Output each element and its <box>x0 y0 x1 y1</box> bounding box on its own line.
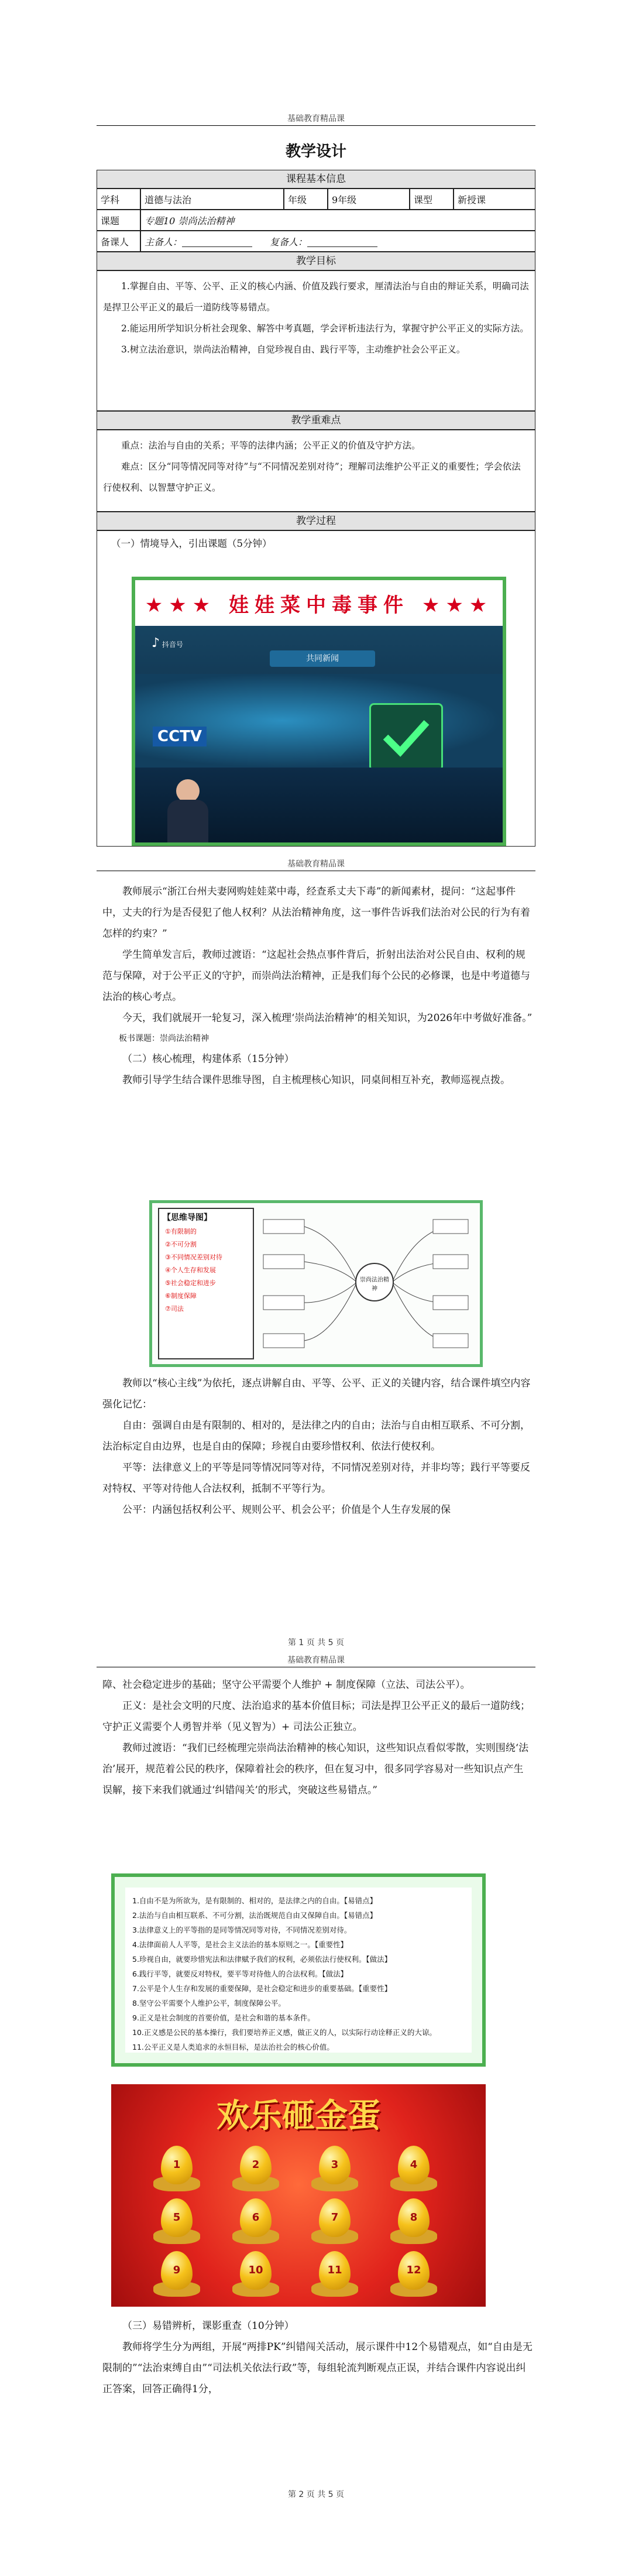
error-line: 11.公平正义是人类追求的永恒目标，是法治社会的核心价值。 <box>132 2043 334 2051</box>
page3-footer: 第 2 页 共 5 页 <box>287 2490 345 2499</box>
preparer-row <box>140 231 535 252</box>
para-review-intro: 今天，我们就展开一轮复习，深入梳理‘崇尚法治精神’的相关知识，为2026年中考做好准备。” <box>122 1012 533 1024</box>
error-line: 3.法律意义上的平等指的是同等情况同等对待，不同情况差别对待。 <box>132 1926 352 1934</box>
douyin-logo: ♪ 抖音号 <box>152 636 183 650</box>
topic-value: 专题10 崇尚法治精神 <box>140 210 535 231</box>
section-key-points: 教学重难点 <box>97 411 535 430</box>
para-freedom: 自由：强调自由是有限制的、相对的，是法律之内的自由；法治与自由相互联系、不可分割，法治标定自由边界，也是自由的保障；珍视自由要珍惜权利、依法行使权利。 <box>102 1420 530 1453</box>
goal-2: 2.能运用所学知识分析社会现象、解答中考真题，学会评析违法行为，掌握守护公平正义的实际方法。 <box>121 323 529 334</box>
mindmap-item: ④个人生存和发展 <box>165 1266 216 1274</box>
error-points-image <box>111 1873 486 2067</box>
egg-number: 7 <box>331 2211 339 2224</box>
para-error-transition: 教师过渡语：“我们已经梳理完崇尚法治精神的核心知识，这些知识点看似零散，实则围绕‘法治’展开，规范着公民的秩序，保障着社会的秩序，但在复习中，很多同学容易对一些知识点产生误解，接下来我们就通过‘纠错闯关’的形式，突破这些易错点。” <box>102 1742 529 1796</box>
news-video-image <box>132 577 506 846</box>
egg-number: 2 <box>252 2159 260 2171</box>
page2-footer: 第 1 页 共 5 页 <box>287 1638 345 1647</box>
error-line: 9.正义是社会制度的首要价值，是社会和谐的基本条件。 <box>132 2013 315 2022</box>
para-fairness-cont: 障、社会稳定进步的基础；坚守公平需要个人维护 + 制度保障（立法、司法公平）。 <box>102 1679 470 1691</box>
page-header: 基础教育精品课 <box>287 114 345 124</box>
grade-label: 年级 <box>284 189 328 210</box>
para-pk-activity: 教师将学生分为两组，开展“两排PK”纠错闯关活动，展示课件中12个易错观点，如“自由是无限制的”“法治束缚自由”“司法机关依法行政”等，每组轮流判断观点正误，并结合课件内容说出纠正答案，回答正确得1分， <box>102 2341 533 2395</box>
preparer-label: 备课人 <box>97 231 140 252</box>
header-rule <box>97 125 535 126</box>
mindmap-item: ②不可分割 <box>165 1241 197 1248</box>
mindmap-center: 崇尚法治精神 <box>360 1277 389 1292</box>
mindmap-item: ⑦司法 <box>165 1305 184 1313</box>
mindmap-item: ③不同情况差别对待 <box>165 1253 222 1261</box>
egg-number: 12 <box>406 2264 421 2276</box>
eggs-title: 欢乐砸金蛋 <box>217 2097 380 2135</box>
checkmark-icon <box>369 703 443 771</box>
para-fairness: 公平：内涵包括权利公平、规则公平、机会公平；价值是个人生存发展的保 <box>122 1504 451 1516</box>
mindmap-item: ⑤社会稳定和进步 <box>165 1279 216 1287</box>
egg-number: 4 <box>410 2159 418 2171</box>
error-line: 1.自由不是为所欲为，是有限制的、相对的，是法律之内的自由。【易错点】 <box>132 1896 377 1905</box>
chief-preparer-label: 主备人： <box>145 236 183 248</box>
document-title: 教学设计 <box>285 143 346 160</box>
error-points-list <box>125 1888 472 2053</box>
para-core-line: 教师以“核心主线”为依托，逐点讲解自由、平等、公平、正义的关键内容，结合课件填空内容强化记忆： <box>102 1378 531 1410</box>
egg-number: 8 <box>410 2211 418 2224</box>
page3-body-continued <box>102 2315 533 2400</box>
news-badge: 共同新闻 <box>270 650 375 667</box>
para-news-intro: 教师展示“浙江台州夫妻网购娃娃菜中毒，经查系丈夫下毒”的新闻素材，提问：“这起事件中，丈夫的行为是否侵犯了他人权利？从法治精神角度，这一事件告诉我们法治对公民的行为有着怎样的约束？” <box>102 886 530 940</box>
mindmap-title: 【思维导图】 <box>163 1213 212 1222</box>
para-mindmap-guide: 教师引导学生结合课件思维导图，自主梳理核心知识，同桌间相互补充，教师巡视点拨。 <box>122 1074 510 1086</box>
key-point-important: 重点：法治与自由的关系；平等的法律内涵；公平正义的价值及守护方法。 <box>121 440 421 451</box>
mindmap-item: ①有限制的 <box>165 1228 197 1235</box>
reviewer-blank <box>307 236 377 247</box>
goal-3: 3.树立法治意识，崇尚法治精神，自觉珍视自由、践行平等，主动维护社会公平正义。 <box>121 344 466 355</box>
grade-value: 9年级 <box>328 189 410 210</box>
page2-body-continued <box>102 1373 533 1520</box>
error-line: 5.珍视自由，就要珍惜宪法和法律赋予我们的权利，必须依法行使权利。【做法】 <box>132 1955 392 1964</box>
mind-map-image <box>149 1200 483 1367</box>
board-title: 板书课题：崇尚法治精神 <box>119 1034 209 1043</box>
error-line: 8.坚守公平需要个人维护公平，制度保障公平。 <box>132 1999 286 2008</box>
page3-header: 基础教育精品课 <box>287 1656 345 1665</box>
para-justice: 正义：是社会文明的尺度、法治追求的基本价值目标；司法是捍卫公平正义的最后一道防线；守护正义需要个人勇智并举（见义智为）+ 司法公正独立。 <box>102 1700 530 1733</box>
type-value: 新授课 <box>454 189 535 210</box>
anchor-body <box>167 800 208 844</box>
egg-number: 6 <box>252 2211 260 2224</box>
chief-preparer-blank <box>182 236 252 247</box>
cctv-logo: CCTV <box>153 727 207 746</box>
step3-title: （三）易错辨析，课影重查（10分钟） <box>122 2320 294 2332</box>
mindmap-item: ⑥制度保障 <box>165 1292 197 1300</box>
goal-1: 1.掌握自由、平等、公平、正义的核心内涵、价值及践行要求，厘清法治与自由的辩证关系，明确司法是捍卫公平正义的最后一道防线等易错点。 <box>103 281 529 313</box>
section-basic-info: 课程基本信息 <box>97 170 535 189</box>
page2-body <box>102 881 533 1091</box>
para-equality: 平等：法律意义上的平等是同等情况同等对待，不同情况差别对待，并非均等；践行平等要反对特权、平等对待他人合法权利，抵制不平等行为。 <box>102 1462 530 1495</box>
error-line: 6.践行平等，就要反对特权，要平等对待他人的合法权利。【做法】 <box>132 1969 348 1978</box>
section-goals: 教学目标 <box>97 252 535 270</box>
error-line: 7.公平是个人生存和发展的重要保障，是社会稳定和进步的重要基础。【重要性】 <box>132 1984 392 1993</box>
studio-background <box>135 674 503 768</box>
type-label: 课型 <box>410 189 454 210</box>
page2-header: 基础教育精品课 <box>287 859 345 869</box>
video-banner: ★★★ 娃娃菜中毒事件 ★★★ <box>135 580 503 626</box>
mindmap-legend <box>158 1208 254 1359</box>
egg-number: 10 <box>248 2264 263 2276</box>
egg-number: 3 <box>331 2159 339 2171</box>
page3-body <box>102 1674 533 1801</box>
anchor-head <box>176 779 200 803</box>
error-line: 10.正义感是公民的基本操行，我们要培养正义感，做正义的人，以实际行动诠释正义的大谅。 <box>132 2028 437 2037</box>
step2-title: （二）核心梳理，构建体系（15分钟） <box>122 1053 294 1065</box>
subject-value: 道德与法治 <box>140 189 284 210</box>
egg-number: 1 <box>173 2159 181 2171</box>
key-points-box <box>97 430 535 512</box>
golden-eggs-game-image <box>111 2084 486 2307</box>
error-line: 2.法治与自由相互联系、不可分割，法治既规范自由又保障自由。【易错点】 <box>132 1911 377 1920</box>
reviewer-label: 复备人： <box>270 236 308 248</box>
error-line: 4.法律面前人人平等，是社会主义法治的基本原则之一。【重要性】 <box>132 1940 348 1949</box>
topic-label: 课题 <box>97 210 140 231</box>
subject-label: 学科 <box>97 189 140 210</box>
key-point-difficult: 难点：区分“同等情况同等对待”与“不同情况差别对待”；理解司法维护公平正义的重要性；学会依法行使权利、以智慧守护正义。 <box>103 461 521 493</box>
step1-title: （一）情境导入，引出课题（5分钟） <box>111 538 272 549</box>
goals-box <box>97 270 535 411</box>
egg-number: 5 <box>173 2211 181 2224</box>
section-process: 教学过程 <box>97 512 535 530</box>
egg-number: 9 <box>173 2264 181 2276</box>
egg-number: 11 <box>327 2264 342 2276</box>
para-teacher-transition: 学生简单发言后，教师过渡语：“这起社会热点事件背后，折射出法治对公民自由、权利的规范与保障，对于公平正义的守护，而崇尚法治精神，正是我们每个公民的必修课，也是中考道德与法治的核心考点。 <box>102 949 530 1003</box>
